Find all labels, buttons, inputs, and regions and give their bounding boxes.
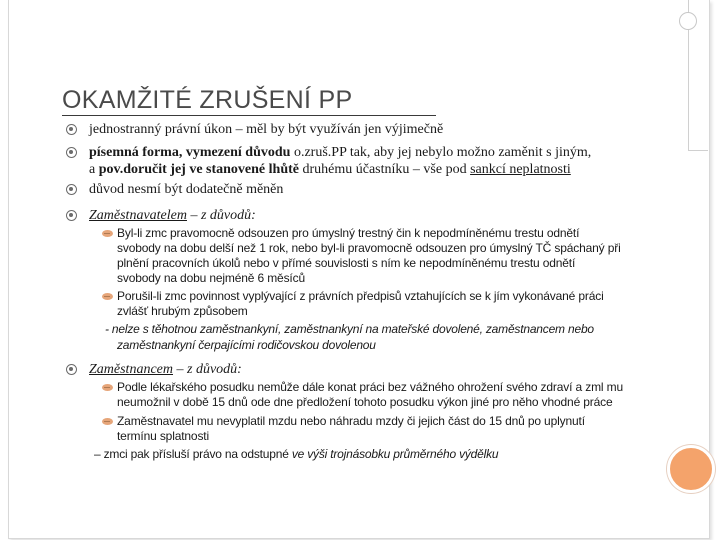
bullet-item-1: jednostranný právní úkon – měl by být využíván jen výjimečně	[89, 122, 444, 137]
bullet-icon	[66, 210, 77, 221]
corner-circle-icon	[679, 12, 697, 30]
sub-item-4-2-line-2: zvlášť hrubým způsobem	[117, 304, 248, 318]
title-underline	[62, 115, 436, 116]
note-line-1: - nelze s těhotnou zaměstnankyní, zaměstnankyní na mateřské dovolené, zaměstnancem nebo	[105, 322, 594, 336]
bullet-item-2-line-1	[89, 144, 591, 161]
text-span: o.zruš.PP tak, aby jej nebylo možno zaměnit s jiným,	[290, 145, 592, 160]
note-line-3	[94, 447, 498, 462]
corner-divider-horizontal	[688, 150, 708, 151]
bullet-icon	[66, 364, 77, 375]
sub-item-4-1-line-4: svobody na dobu nejméně 6 měsíců	[117, 271, 305, 285]
bullet-item-5	[89, 361, 242, 378]
sub-item-5-2-line-1: Zaměstnavatel mu nevyplatil mzdu nebo náhradu mzdy či jejich část do 15 dnů po uplynutí	[117, 414, 585, 428]
sub-item-5-2-line-2: termínu splatnosti	[117, 429, 210, 443]
sub-bullet-icon	[102, 384, 113, 391]
sub-item-4-1-line-1: Byl-li zmc pravomocně odsouzen pro úmyslný trestný čin k nepodmíněnému trestu odnětí	[117, 226, 580, 240]
sub-item-5-1-line-1: Podle lékařského posudku nemůže dále konat práci bez vážného ohrožení svého zdraví a zml mu	[117, 380, 623, 394]
sub-item-5-1-line-2: neumožnil v době 15 dnů ode dne předložení tohoto posudku výkon jiné pro něho vhodné práce	[117, 395, 613, 409]
bullet-icon	[66, 124, 77, 135]
sub-bullet-icon	[102, 293, 113, 300]
text-span: a	[89, 162, 99, 177]
sub-item-4-1-line-3: plnění pracovních úkolů nebo v přímé souvislosti s ním ke nepodmíněnému trestu odnětí	[117, 256, 576, 270]
underlined-text: Zaměstnavatelem	[89, 208, 187, 223]
bullet-icon	[66, 184, 77, 195]
note-line-2: zaměstnankyní čerpajícími rodičovskou dovolenou	[117, 338, 376, 352]
italic-text: ve výši trojnásobku průměrného výdělku	[291, 447, 499, 461]
bullet-item-2-line-2	[89, 161, 571, 178]
bullet-icon	[66, 147, 77, 158]
bold-text: pov.doručit jej ve stanovené lhůtě	[98, 162, 299, 177]
sub-item-4-2-line-1: Porušil-li zmc povinnost vyplývající z právních předpisů vztahujících se k jím vykonávané práci	[117, 289, 604, 303]
sub-bullet-icon	[102, 230, 113, 237]
bold-text: písemná forma, vymezení důvodu	[89, 145, 291, 160]
text-span: druhému účastníku – vše pod	[298, 162, 471, 177]
underlined-text: Zaměstnancem	[89, 362, 173, 377]
sub-bullet-icon	[102, 418, 113, 425]
text-span: – zmci pak přísluší právo na odstupné	[94, 447, 292, 461]
text-span: – z důvodů:	[186, 208, 256, 223]
page-title: OKAMŽITÉ ZRUŠENÍ PP	[62, 86, 353, 114]
bullet-item-3: důvod nesmí být dodatečně měněn	[89, 182, 284, 197]
bullet-item-4	[89, 207, 256, 224]
underlined-text: sankcí neplatnosti	[470, 162, 571, 177]
sub-item-4-1-line-2: svobody na dobu delší než 1 rok, nebo byl-li pravomocně odsouzen pro úmyslný TČ spáchaný při	[117, 241, 621, 255]
text-span: – z důvodů:	[173, 362, 242, 377]
accent-circle-icon	[667, 445, 715, 493]
